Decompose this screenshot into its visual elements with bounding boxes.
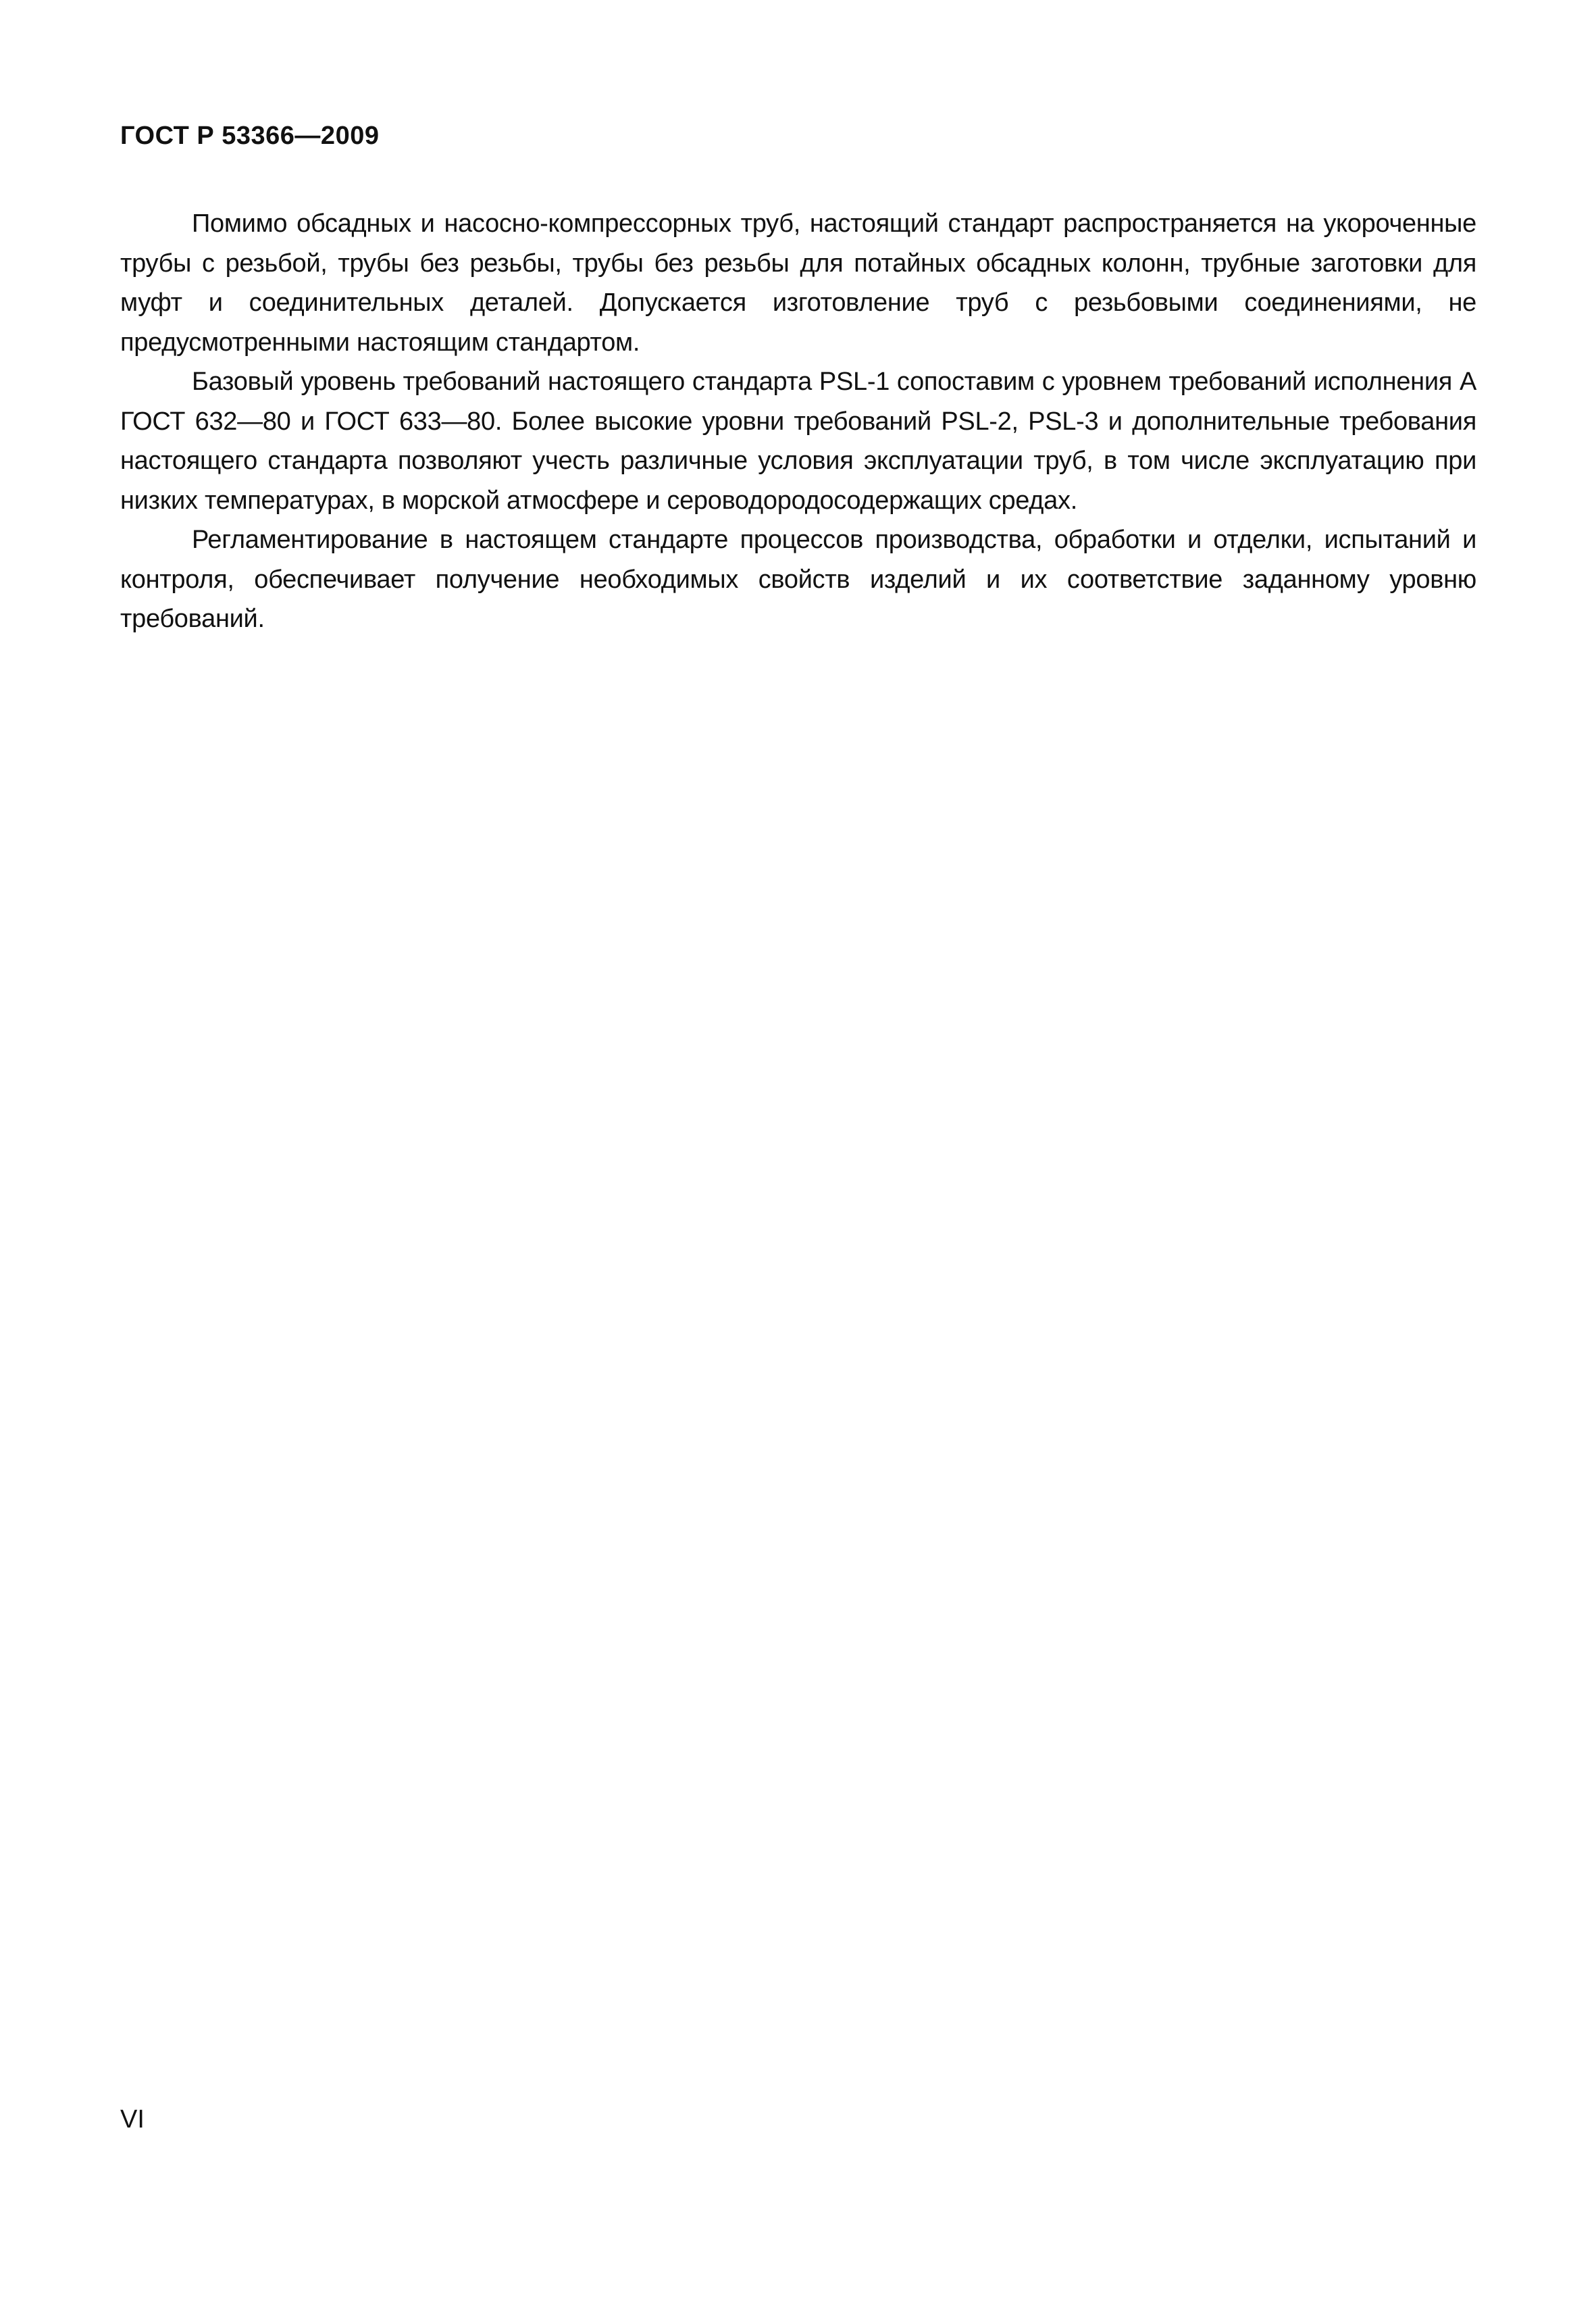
paragraph-scope: Помимо обсадных и насосно-компрессорных труб, настоящий стандарт распространяется на укороченные трубы с резьбой, трубы без резьбы, трубы без резьбы для потайных обсадных колонн, трубные заготовки для муфт и соединительных деталей. Допускается изготовление труб с резьбовыми соединениями, не предусмотренными настоящим стандартом. [120,209,1476,357]
paragraph-requirement-levels: Базовый уровень требований настоящего стандарта PSL-1 сопоставим с уровнем требований исполнения А ГОСТ 632—80 и ГОСТ 633—80. Более высокие уровни требований PSL-2, PSL-3 и дополнительные требования настоящего стандарта позволяют учесть различные условия эксплуатации труб, в том числе эксплуатацию при низких температурах, в морской атмосфере и сероводородосодержащих средах. [120,368,1476,515]
paragraph-regulation: Регламентирование в настоящем стандарте процессов производства, обработки и отделки, испытаний и контроля, обеспечивает получение необходимых свойств изделий и их соответствие заданному уровню требований. [120,526,1476,633]
document-code-header: ГОСТ Р 53366—2009 [120,122,380,150]
page-number: VI [120,2105,145,2134]
body-text [120,204,1476,639]
